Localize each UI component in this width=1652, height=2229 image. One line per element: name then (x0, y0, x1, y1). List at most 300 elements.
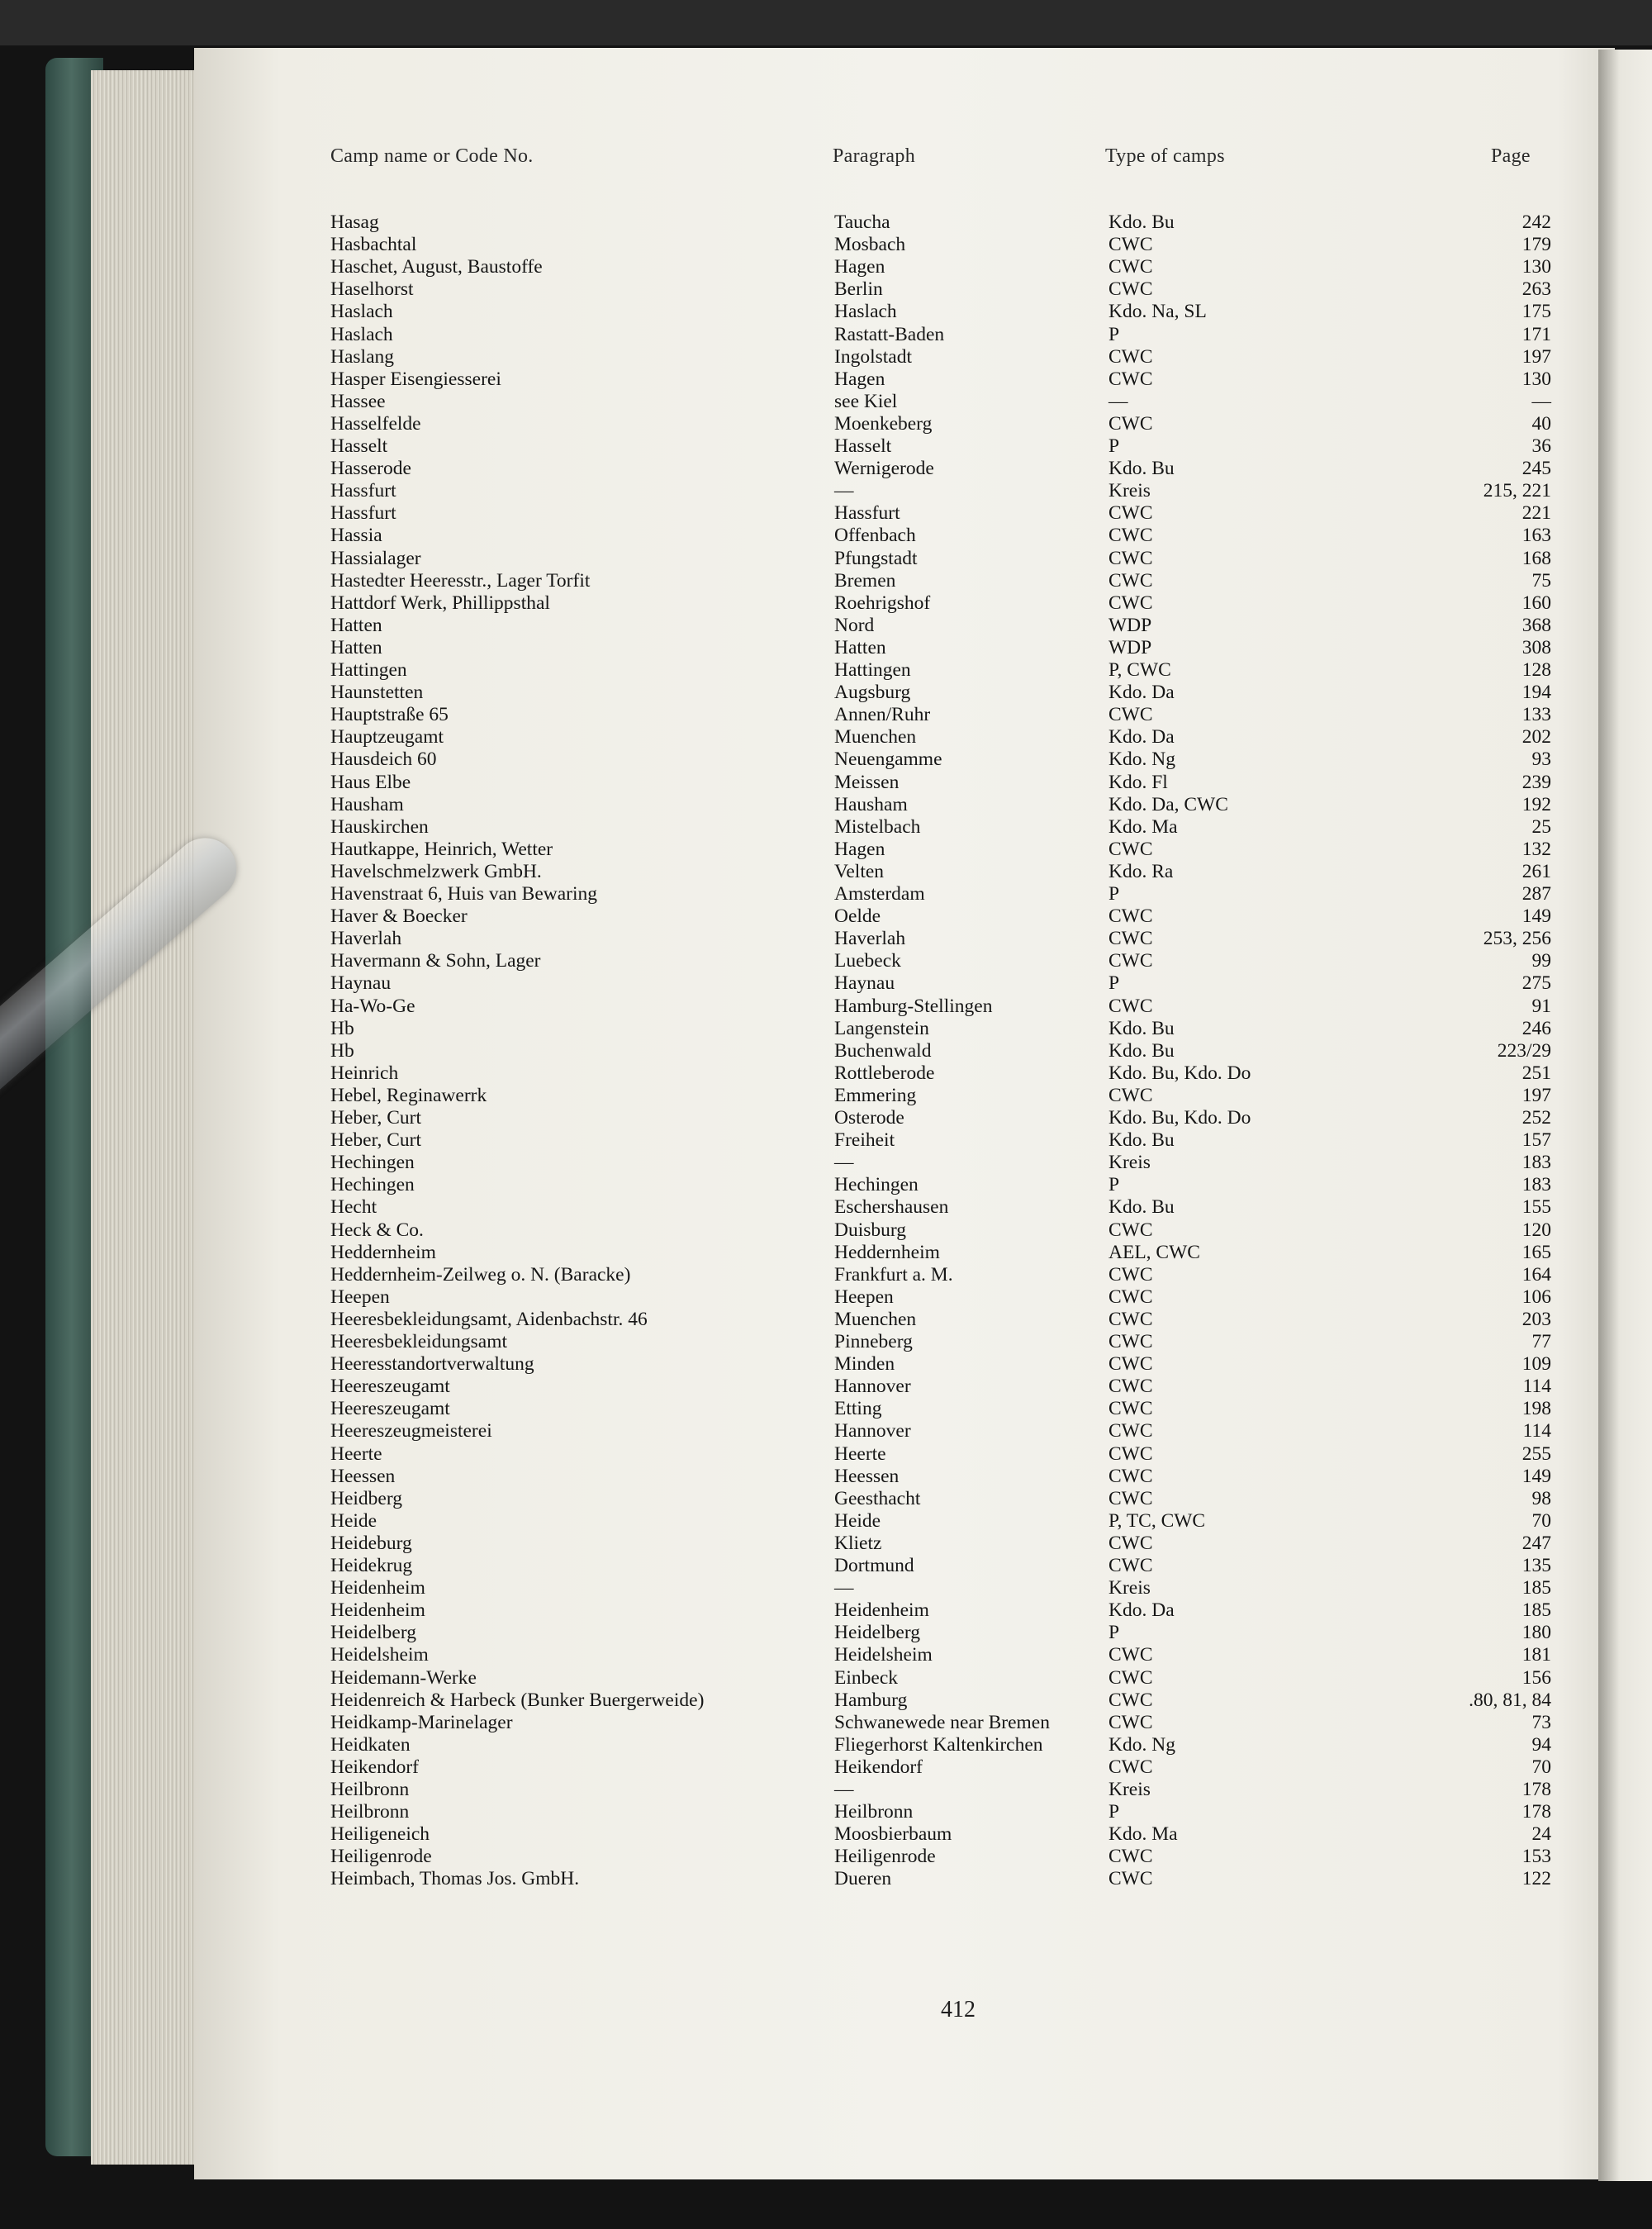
camp-type-cell: CWC (1108, 256, 1153, 278)
paragraph-cell: Frankfurt a. M. (834, 1263, 953, 1286)
camp-type-cell: CWC (1108, 950, 1153, 972)
paragraph-cell: Annen/Ruhr (834, 704, 931, 726)
paragraph-cell: Haynau (834, 972, 895, 995)
page-cell: 185 (1521, 1577, 1551, 1599)
camp-type-cell: Kdo. Fl (1108, 771, 1168, 793)
page-cell: — (1531, 390, 1551, 412)
camp-type-cell: CWC (1108, 1465, 1153, 1487)
page-cell: 130 (1521, 256, 1551, 278)
page-cell: 368 (1521, 614, 1551, 636)
paragraph-cell: Moosbierbaum (834, 1823, 952, 1846)
paragraph-cell: Meissen (834, 771, 900, 793)
camp-name-cell: Heinrich (330, 1062, 399, 1084)
camp-name-cell: Heeresbekleidungsamt, Aidenbachstr. 46 (330, 1308, 648, 1330)
camp-type-cell: CWC (1108, 1532, 1153, 1554)
camp-type-cell: CWC (1108, 928, 1153, 950)
camp-name-cell: Heepen (330, 1286, 390, 1308)
table-row (0, 1152, 1652, 1174)
camp-name-cell: Hattingen (330, 659, 407, 681)
camp-type-cell: CWC (1108, 592, 1153, 614)
paragraph-cell: Haslach (834, 301, 897, 323)
camp-name-cell: Heereszeugmeisterei (330, 1420, 492, 1442)
table-row (0, 1801, 1652, 1823)
table-row (0, 278, 1652, 301)
camp-type-cell: Kdo. Bu (1108, 1039, 1175, 1062)
camp-name-cell: Hasper Eisengiesserei (330, 368, 501, 390)
page-cell: 75 (1531, 569, 1551, 592)
page-cell: 255 (1521, 1442, 1551, 1465)
camp-type-cell: CWC (1108, 278, 1153, 301)
page-cell: 251 (1521, 1062, 1551, 1084)
paragraph-cell: Dueren (834, 1868, 892, 1890)
camp-type-cell: CWC (1108, 525, 1153, 547)
paragraph-cell: Emmering (834, 1084, 917, 1106)
page-cell: 202 (1521, 726, 1551, 749)
camp-type-cell: P, TC, CWC (1108, 1509, 1206, 1532)
camp-type-cell: P (1108, 435, 1120, 457)
page-cell: 109 (1521, 1353, 1551, 1376)
camp-name-cell: Heimbach, Thomas Jos. GmbH. (330, 1868, 580, 1890)
camp-type-cell: CWC (1108, 1846, 1153, 1868)
table-row (0, 368, 1652, 391)
paragraph-cell: Mistelbach (834, 815, 921, 838)
paragraph-cell: Hagen (834, 368, 885, 390)
paragraph-cell: Heessen (834, 1465, 900, 1487)
camp-type-cell: CWC (1108, 1308, 1153, 1330)
table-row (0, 548, 1652, 570)
camp-type-cell: CWC (1108, 1376, 1153, 1398)
paragraph-cell: Moenkeberg (834, 412, 933, 435)
page-cell: 171 (1521, 323, 1551, 345)
paragraph-cell: Heidelberg (834, 1622, 920, 1644)
camp-type-cell: Kreis (1108, 1779, 1151, 1800)
table-row (0, 1353, 1652, 1376)
camp-name-cell: Heereszeugamt (330, 1376, 450, 1398)
paragraph-cell: Taucha (834, 211, 890, 233)
camp-name-cell: Haslach (330, 323, 393, 345)
camp-type-cell: P, CWC (1108, 659, 1171, 681)
camp-name-cell: Heidemann-Werke (330, 1666, 477, 1689)
paragraph-cell: Hattingen (834, 659, 911, 681)
camp-name-cell: Havenstraat 6, Huis van Bewaring (330, 883, 598, 905)
page-cell: 246 (1521, 1017, 1551, 1039)
camp-name-cell: Haynau (330, 972, 392, 995)
page-cell: 175 (1521, 301, 1551, 323)
table-row (0, 1398, 1652, 1420)
page-cell: 223/29 (1497, 1039, 1551, 1062)
camp-type-cell: WDP (1108, 614, 1152, 636)
paragraph-cell: Heerte (834, 1442, 886, 1465)
page-cell: 91 (1531, 995, 1551, 1017)
page-cell: 183 (1521, 1174, 1551, 1196)
paragraph-cell: Oelde (834, 905, 881, 928)
table-row (0, 1734, 1652, 1756)
camp-type-cell: CWC (1108, 1555, 1153, 1576)
camp-name-cell: Heerte (330, 1442, 382, 1465)
camp-type-cell: P (1108, 972, 1120, 995)
table-row (0, 1129, 1652, 1152)
page-cell: 120 (1521, 1219, 1551, 1241)
camp-name-cell: Haunstetten (330, 682, 424, 704)
table-row (0, 659, 1652, 682)
page-cell: 160 (1521, 592, 1551, 614)
camp-type-cell: Kdo. Bu (1108, 211, 1175, 233)
camp-name-cell: Heidenreich & Harbeck (Bunker Buergerweide) (330, 1689, 705, 1711)
camp-type-cell: CWC (1108, 704, 1153, 726)
table-row (0, 816, 1652, 839)
camp-type-cell: WDP (1108, 636, 1152, 658)
camp-name-cell: Haslang (330, 345, 395, 368)
table-row (0, 413, 1652, 435)
camp-name-cell: Hb (330, 1017, 354, 1039)
paragraph-cell: Freiheit (834, 1129, 895, 1152)
paragraph-cell: Haverlah (834, 928, 906, 950)
camp-name-cell: Heikendorf (330, 1756, 420, 1778)
page-cell: 168 (1521, 547, 1551, 569)
table-row (0, 1466, 1652, 1488)
camp-type-cell: Kdo. Bu (1108, 1017, 1175, 1039)
camp-name-cell: Haschet, August, Baustoffe (330, 256, 543, 278)
table-row (0, 1420, 1652, 1442)
page-cell: 153 (1521, 1846, 1551, 1868)
paragraph-cell: Heidenheim (834, 1599, 929, 1622)
paragraph-cell: Augsburg (834, 682, 911, 704)
table-row (0, 1599, 1652, 1622)
camp-type-cell: Kdo. Bu, Kdo. Do (1108, 1107, 1251, 1129)
camp-type-cell: Kdo. Ma (1108, 1823, 1178, 1846)
table-row (0, 1779, 1652, 1801)
camp-type-cell: CWC (1108, 1286, 1153, 1308)
paragraph-cell: Dortmund (834, 1555, 914, 1576)
page-cell: 192 (1521, 793, 1551, 815)
table-row (0, 1443, 1652, 1466)
page-cell: 40 (1531, 412, 1551, 435)
camp-type-cell: P (1108, 1174, 1120, 1196)
page-cell: 163 (1521, 525, 1551, 547)
camp-name-cell: Heidberg (330, 1487, 403, 1509)
table-row (0, 346, 1652, 368)
camp-name-cell: Hautkappe, Heinrich, Wetter (330, 838, 553, 860)
page-cell: 93 (1531, 749, 1551, 771)
paragraph-cell: Luebeck (834, 950, 901, 972)
camp-name-cell: Heiligenrode (330, 1846, 432, 1868)
camp-type-cell: Kdo. Da, CWC (1108, 793, 1228, 815)
table-row (0, 972, 1652, 995)
table-row (0, 1309, 1652, 1331)
table-row (0, 704, 1652, 726)
camp-name-cell: Heber, Curt (330, 1129, 421, 1152)
paragraph-cell: Klietz (834, 1532, 882, 1554)
page-cell: 221 (1521, 502, 1551, 525)
camp-name-cell: Heidelberg (330, 1622, 416, 1644)
table-row (0, 1622, 1652, 1644)
camp-type-cell: CWC (1108, 1689, 1153, 1711)
camp-type-cell: P (1108, 1801, 1120, 1823)
camp-name-cell: Haverlah (330, 928, 402, 950)
page-cell: 179 (1521, 234, 1551, 256)
table-row (0, 570, 1652, 592)
paragraph-cell: Schwanewede near Bremen (834, 1711, 1050, 1733)
page-cell: 178 (1521, 1779, 1551, 1800)
paragraph-cell: Muenchen (834, 726, 917, 749)
camp-type-cell: CWC (1108, 1420, 1153, 1442)
camp-type-cell: CWC (1108, 1487, 1153, 1509)
camp-name-cell: Hauptzeugamt (330, 726, 444, 749)
paragraph-cell: Pfungstadt (834, 547, 918, 569)
table-row (0, 1577, 1652, 1599)
paragraph-cell: Ingolstadt (834, 345, 912, 368)
paragraph-cell: — (834, 480, 854, 502)
camp-name-cell: Hauskirchen (330, 815, 429, 838)
camp-name-cell: Hauptstraße 65 (330, 704, 449, 726)
camp-type-cell: CWC (1108, 1442, 1153, 1465)
camp-name-cell: Hassia (330, 525, 382, 547)
page-cell: 99 (1531, 950, 1551, 972)
page-cell: 275 (1521, 972, 1551, 995)
camp-type-cell: Kdo. Ra (1108, 860, 1174, 882)
column-header-type: Type of camps (1105, 145, 1225, 167)
table-row (0, 1040, 1652, 1062)
table-row (0, 1510, 1652, 1533)
camp-name-cell: Hechingen (330, 1174, 415, 1196)
paragraph-cell: Heiligenrode (834, 1846, 936, 1868)
camp-type-cell: Kdo. Da (1108, 726, 1175, 749)
camp-name-cell: Heideburg (330, 1532, 412, 1554)
paragraph-cell: Wernigerode (834, 458, 934, 480)
paragraph-cell: Heddernheim (834, 1241, 940, 1263)
camp-name-cell: Havermann & Sohn, Lager (330, 950, 541, 972)
camp-name-cell: Heidenheim (330, 1577, 425, 1599)
page-cell: 25 (1531, 815, 1551, 838)
camp-type-cell: CWC (1108, 1263, 1153, 1286)
paragraph-cell: Hamburg (834, 1689, 908, 1711)
paragraph-cell: Neuengamme (834, 749, 942, 771)
camp-type-cell: P (1108, 883, 1120, 905)
page-cell: 183 (1521, 1152, 1551, 1174)
paragraph-cell: Heepen (834, 1286, 894, 1308)
page-cell: 70 (1531, 1756, 1551, 1778)
camp-name-cell: Heddernheim (330, 1241, 436, 1263)
page-cell: 132 (1521, 838, 1551, 860)
page-cell: 114 (1522, 1420, 1551, 1442)
camp-name-cell: Hebel, Reginawerrk (330, 1084, 487, 1106)
page-cell: 197 (1521, 1084, 1551, 1106)
camp-type-cell: Kreis (1108, 1577, 1151, 1599)
camp-name-cell: Heidenheim (330, 1599, 425, 1622)
camp-name-cell: Hassfurt (330, 502, 396, 525)
page-cell: 149 (1521, 1465, 1551, 1487)
paragraph-cell: Duisburg (834, 1219, 907, 1241)
table-row (0, 1555, 1652, 1577)
table-row (0, 1196, 1652, 1219)
page-cell: 261 (1521, 860, 1551, 882)
camp-type-cell: CWC (1108, 1644, 1153, 1666)
page-cell: 135 (1521, 1555, 1551, 1576)
camp-type-cell: CWC (1108, 838, 1153, 860)
camp-type-cell: CWC (1108, 412, 1153, 435)
camp-name-cell: Heilbronn (330, 1779, 410, 1800)
camp-type-cell: CWC (1108, 1084, 1153, 1106)
camp-name-cell: Hecht (330, 1196, 377, 1219)
paragraph-cell: Heikendorf (834, 1756, 923, 1778)
paragraph-cell: Hausham (834, 793, 908, 815)
page-cell: 130 (1521, 368, 1551, 390)
table-row (0, 950, 1652, 972)
table-row (0, 301, 1652, 323)
column-header-page: Page (1491, 145, 1531, 167)
paragraph-cell: Hannover (834, 1420, 911, 1442)
camp-type-cell: CWC (1108, 1868, 1153, 1890)
table-row (0, 637, 1652, 659)
table-row (0, 1219, 1652, 1242)
paragraph-cell: Roehrigshof (834, 592, 931, 614)
paragraph-cell: Hagen (834, 838, 885, 860)
table-row (0, 592, 1652, 615)
table-row (0, 1868, 1652, 1890)
paragraph-cell: Muenchen (834, 1308, 917, 1330)
paragraph-cell: Hasselt (834, 435, 892, 457)
camp-name-cell: Heeresstandortverwaltung (330, 1353, 534, 1376)
page-cell: 194 (1521, 682, 1551, 704)
paragraph-cell: Osterode (834, 1107, 904, 1129)
camp-type-cell: CWC (1108, 1711, 1153, 1733)
table-row (0, 1107, 1652, 1129)
camp-name-cell: Hassfurt (330, 480, 396, 502)
table-row (0, 256, 1652, 278)
table-row (0, 480, 1652, 502)
page-cell: 263 (1521, 278, 1551, 301)
page-cell: 252 (1521, 1107, 1551, 1129)
paragraph-cell: Langenstein (834, 1017, 929, 1039)
camp-type-cell: Kdo. Bu (1108, 458, 1175, 480)
page-cell: 36 (1531, 435, 1551, 457)
page-cell: 308 (1521, 636, 1551, 658)
camp-name-cell: Heilbronn (330, 1801, 410, 1823)
table-row (0, 234, 1652, 256)
table-row (0, 749, 1652, 771)
page-cell: 239 (1521, 771, 1551, 793)
camp-type-cell: CWC (1108, 1331, 1153, 1352)
table-row (0, 1823, 1652, 1846)
table-row (0, 726, 1652, 749)
paragraph-cell: Etting (834, 1398, 882, 1420)
page-cell: 197 (1521, 345, 1551, 368)
camp-name-cell: Heide (330, 1509, 377, 1532)
page-cell: 198 (1521, 1398, 1551, 1420)
camp-type-cell: Kdo. Ng (1108, 1733, 1175, 1756)
table-row (0, 391, 1652, 413)
camp-type-cell: CWC (1108, 345, 1153, 368)
table-row (0, 794, 1652, 816)
camp-type-cell: CWC (1108, 1756, 1153, 1778)
paragraph-cell: Eschershausen (834, 1196, 949, 1219)
table-row (0, 883, 1652, 905)
page-cell: 242 (1521, 211, 1551, 233)
paragraph-cell: Geesthacht (834, 1487, 921, 1509)
table-row (0, 1085, 1652, 1107)
camp-type-cell: CWC (1108, 234, 1153, 256)
paragraph-cell: Hannover (834, 1376, 911, 1398)
paragraph-cell: Rottleberode (834, 1062, 935, 1084)
camp-name-cell: Hausdeich 60 (330, 749, 437, 771)
paragraph-cell: Heide (834, 1509, 881, 1532)
camp-name-cell: Hasag (330, 211, 379, 233)
table-row (0, 502, 1652, 525)
book-cover (0, 0, 1652, 45)
page-cell: 77 (1531, 1331, 1551, 1352)
paragraph-cell: Heidelsheim (834, 1644, 933, 1666)
paragraph-cell: Hatten (834, 636, 886, 658)
page-cell: 98 (1531, 1487, 1551, 1509)
page-number: 412 (941, 1997, 976, 2022)
table-row (0, 682, 1652, 704)
camp-name-cell: Hatten (330, 636, 382, 658)
camp-name-cell: Hassee (330, 390, 386, 412)
camp-name-cell: Heidelsheim (330, 1644, 429, 1666)
paragraph-cell: Berlin (834, 278, 883, 301)
page-cell: 73 (1531, 1711, 1551, 1733)
paragraph-cell: Offenbach (834, 525, 916, 547)
paragraph-cell: Velten (834, 860, 885, 882)
table-row (0, 772, 1652, 794)
camp-name-cell: Heddernheim-Zeilweg o. N. (Baracke) (330, 1263, 631, 1286)
camp-name-cell: Hasserode (330, 458, 411, 480)
paragraph-cell: Hechingen (834, 1174, 919, 1196)
page-cell: 157 (1521, 1129, 1551, 1152)
paragraph-cell: Hamburg-Stellingen (834, 995, 993, 1017)
page-cell: 114 (1522, 1376, 1551, 1398)
paragraph-cell: — (834, 1152, 854, 1174)
camp-name-cell: Hastedter Heeresstr., Lager Torfit (330, 569, 591, 592)
page-cell: 178 (1521, 1801, 1551, 1823)
page-cell: 128 (1521, 659, 1551, 681)
page-cell: .80, 81, 84 (1469, 1689, 1551, 1711)
camp-type-cell: Kreis (1108, 1152, 1151, 1174)
paragraph-cell: Einbeck (834, 1666, 898, 1689)
camp-name-cell: Havelschmelzwerk GmbH. (330, 860, 542, 882)
page-cell: 203 (1521, 1308, 1551, 1330)
page-cell: 287 (1521, 883, 1551, 905)
paragraph-cell: Mosbach (834, 234, 906, 256)
camp-type-cell: CWC (1108, 995, 1153, 1017)
camp-name-cell: Hasselfelde (330, 412, 421, 435)
table-row (0, 525, 1652, 547)
table-row (0, 435, 1652, 458)
camp-type-cell: Kdo. Ng (1108, 749, 1175, 771)
table-row (0, 1846, 1652, 1868)
paragraph-cell: Nord (834, 614, 875, 636)
camp-name-cell: Hassialager (330, 547, 421, 569)
paragraph-cell: Hassfurt (834, 502, 900, 525)
table-row (0, 861, 1652, 883)
table-row (0, 1018, 1652, 1040)
table-row (0, 1533, 1652, 1555)
page-cell: 24 (1531, 1823, 1551, 1846)
camp-name-cell: Hechingen (330, 1152, 415, 1174)
paragraph-cell: Heilbronn (834, 1801, 914, 1823)
paragraph-cell: — (834, 1779, 854, 1800)
table-row (0, 1712, 1652, 1734)
camp-name-cell: Heidekrug (330, 1555, 413, 1576)
camp-name-cell: Heber, Curt (330, 1107, 421, 1129)
page-cell: 149 (1521, 905, 1551, 928)
camp-type-cell: AEL, CWC (1108, 1241, 1200, 1263)
page-cell: 247 (1521, 1532, 1551, 1554)
camp-name-cell: Haslach (330, 301, 393, 323)
camp-name-cell: Haver & Boecker (330, 905, 468, 928)
table-row (0, 1264, 1652, 1286)
camp-name-cell: Hatten (330, 614, 382, 636)
